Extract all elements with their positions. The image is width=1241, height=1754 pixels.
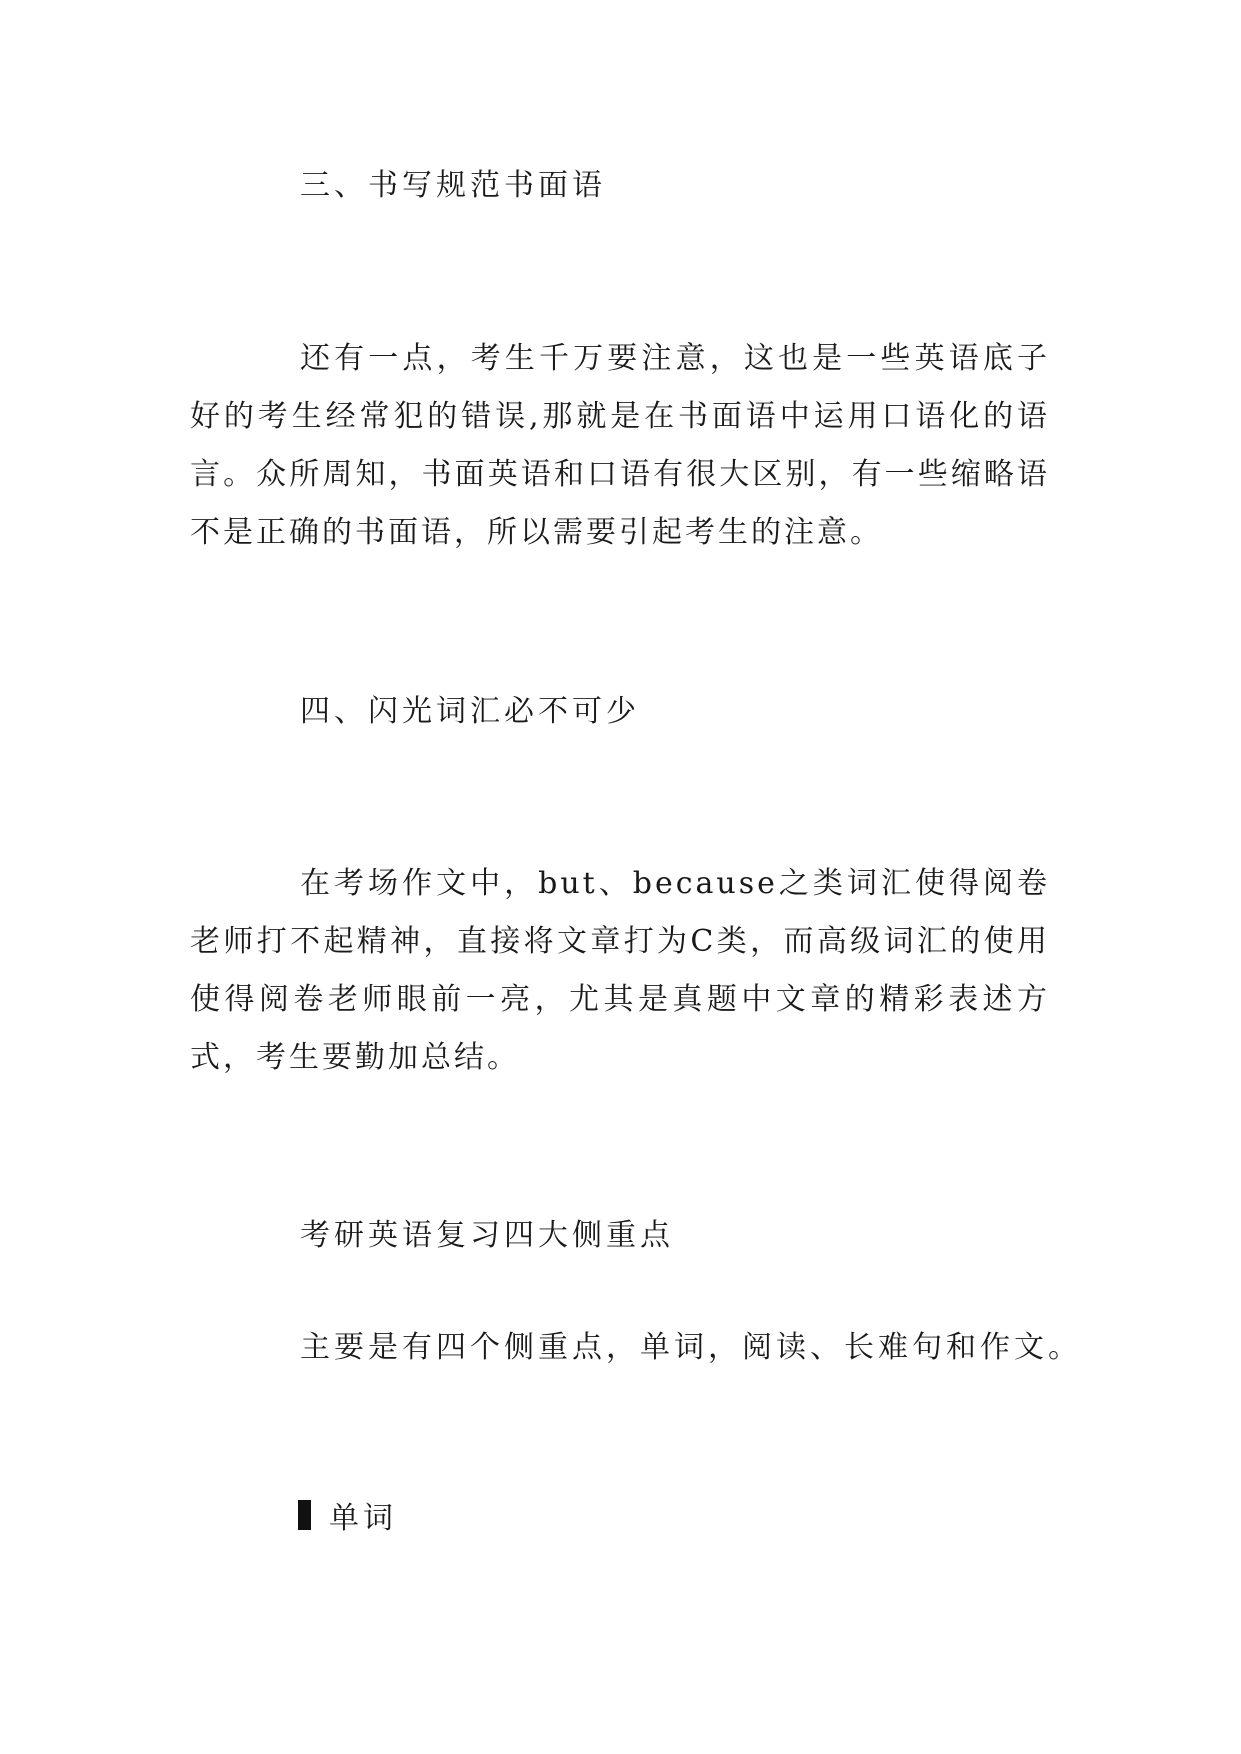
section-heading-4: 四、闪光词汇必不可少	[300, 694, 640, 729]
section-paragraph-3: 还有一点，考生千万要注意，这也是一些英语底子好的考生经常犯的错误,那就是在书面语中运用口语化的语言。众所周知，书面英语和口语有很大区别，有一些缩略语不是正确的书面语，所以需要引起考生的注意。	[190, 341, 1050, 550]
subtitle: 考研英语复习四大侧重点	[300, 1218, 674, 1253]
section-heading-3: 三、书写规范书面语	[300, 168, 606, 203]
section-paragraph-4: 在考场作文中，but、because之类词汇使得阅卷老师打不起精神，直接将文章打为C类，而高级词汇的使用使得阅卷老师眼前一亮，尤其是真题中文章的精彩表述方式，考生要勤加总结。	[190, 866, 1050, 1075]
bullet-item	[298, 1493, 397, 1537]
bullet-marker-icon	[298, 1500, 311, 1530]
bullet-label: 单词	[329, 1501, 397, 1536]
summary-line: 主要是有四个侧重点，单词，阅读、长难句和作文。	[300, 1330, 1082, 1365]
